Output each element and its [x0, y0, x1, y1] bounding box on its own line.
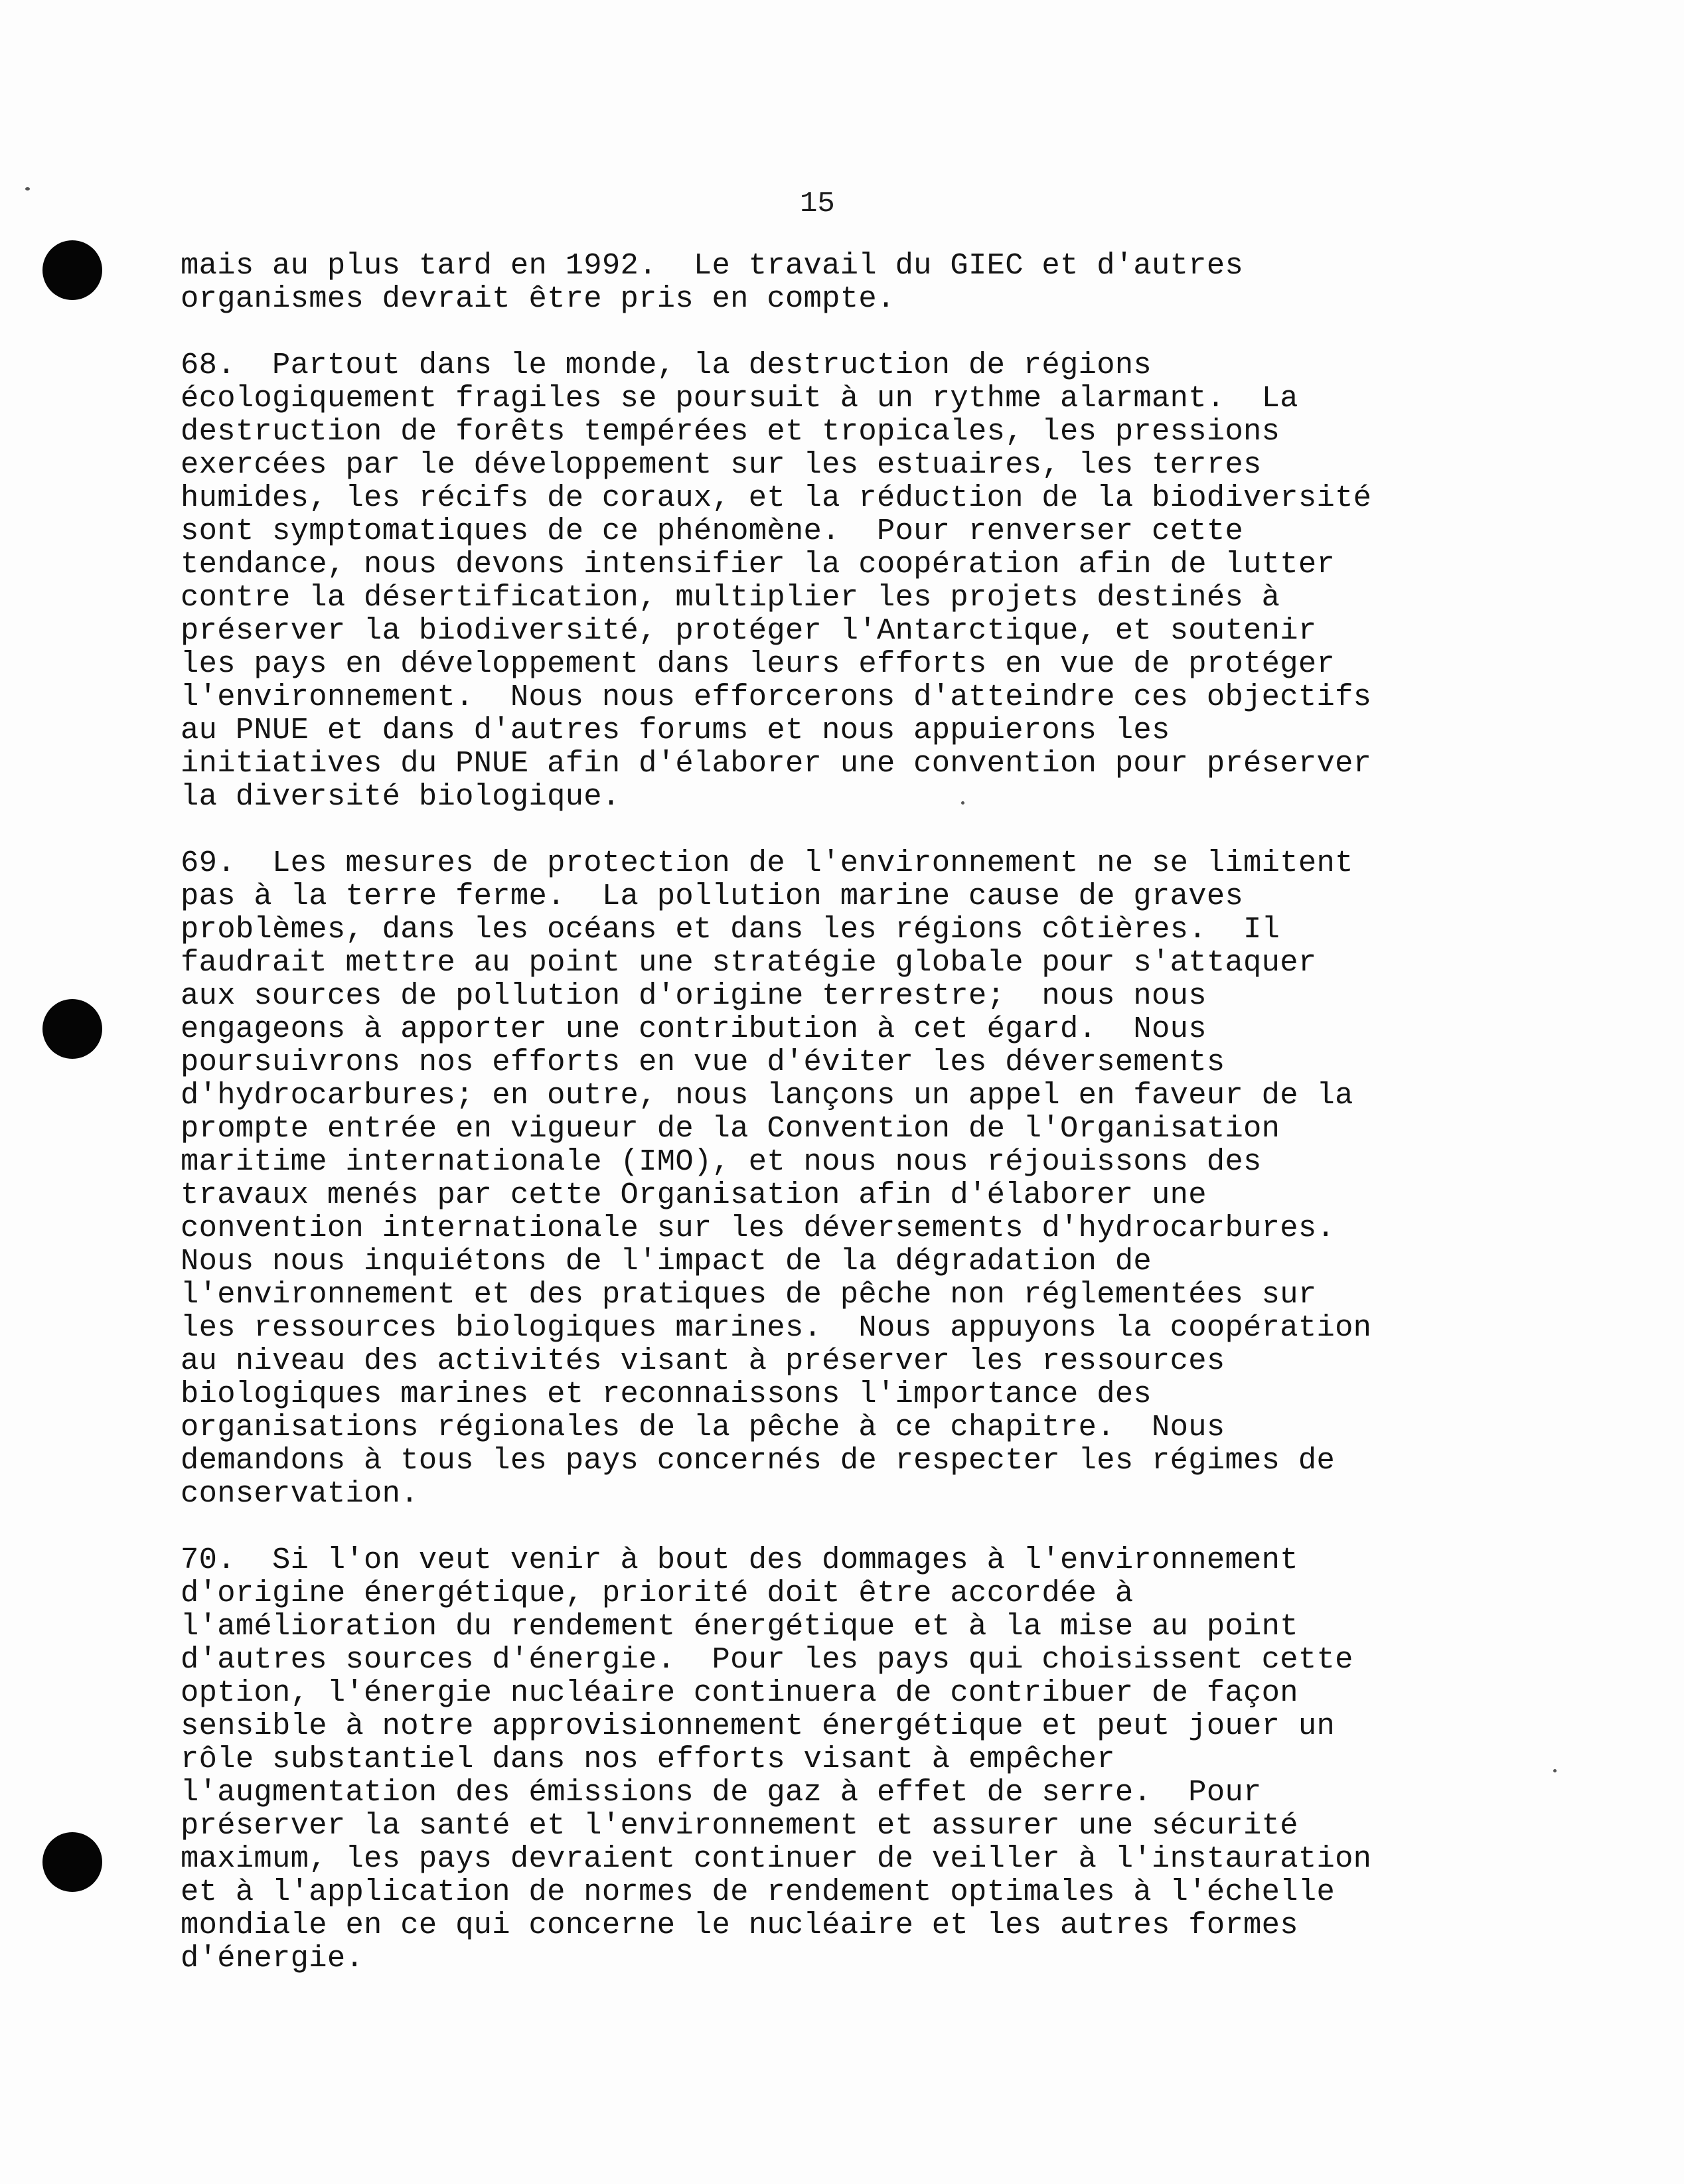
- paragraph-continuation: [181, 249, 1661, 315]
- text-line: engageons à apporter une contribution à cet égard. Nous: [181, 1012, 1207, 1046]
- punch-hole-middle: [42, 999, 102, 1059]
- text-line: prompte entrée en vigueur de la Convention de l'Organisation: [181, 1111, 1280, 1146]
- text-line: sensible à notre approvisionnement énergétique et peut jouer un: [181, 1709, 1336, 1743]
- text-line: convention internationale sur les déversements d'hydrocarbures.: [181, 1211, 1336, 1245]
- text-line: faudrait mettre au point une stratégie globale pour s'attaquer: [181, 945, 1317, 980]
- text-line: et à l'application de normes de rendement optimales à l'échelle: [181, 1875, 1336, 1909]
- text-line: mais au plus tard en 1992. Le travail du GIEC et d'autres: [181, 248, 1244, 283]
- text-line: préserver la santé et l'environnement et assurer une sécurité: [181, 1808, 1298, 1843]
- text-line: pas à la terre ferme. La pollution marine cause de graves: [181, 879, 1244, 913]
- text-line: d'hydrocarbures; en outre, nous lançons un appel en faveur de la: [181, 1078, 1353, 1113]
- text-line: poursuivrons nos efforts en vue d'éviter les déversements: [181, 1045, 1225, 1079]
- text-line: sont symptomatiques de ce phénomène. Pour renverser cette: [181, 514, 1244, 548]
- text-line: d'autres sources d'énergie. Pour les pays qui choisissent cette: [181, 1642, 1353, 1677]
- text-line: la diversité biologique.: [181, 779, 621, 814]
- text-line: Nous nous inquiétons de l'impact de la dégradation de: [181, 1244, 1152, 1279]
- text-line: biologiques marines et reconnaissons l'importance des: [181, 1377, 1152, 1411]
- text-line: rôle substantiel dans nos efforts visant à empêcher: [181, 1742, 1115, 1776]
- text-line: tendance, nous devons intensifier la coopération afin de lutter: [181, 547, 1336, 582]
- text-line: l'augmentation des émissions de gaz à effet de serre. Pour: [181, 1775, 1262, 1810]
- text-line: contre la désertification, multiplier les projets destinés à: [181, 580, 1280, 615]
- text-line: organismes devrait être pris en compte.: [181, 281, 895, 316]
- text-line: conservation.: [181, 1476, 419, 1511]
- text-line: l'environnement et des pratiques de pêche non réglementées sur: [181, 1277, 1317, 1312]
- text-line: au PNUE et dans d'autres forums et nous appuierons les: [181, 713, 1170, 747]
- text-line: exercées par le développement sur les estuaires, les terres: [181, 447, 1262, 482]
- text-line: problèmes, dans les océans et dans les régions côtières. Il: [181, 912, 1280, 947]
- paragraph-69: [181, 846, 1661, 1510]
- text-line: d'origine énergétique, priorité doit être accordée à: [181, 1576, 1134, 1610]
- text-line: maximum, les pays devraient continuer de veiller à l'instauration: [181, 1841, 1372, 1876]
- text-line: l'amélioration du rendement énergétique et à la mise au point: [181, 1609, 1298, 1644]
- text-line: option, l'énergie nucléaire continuera de contribuer de façon: [181, 1676, 1298, 1710]
- text-line: organisations régionales de la pêche à ce chapitre. Nous: [181, 1410, 1225, 1444]
- text-line: travaux menés par cette Organisation afin d'élaborer une: [181, 1178, 1207, 1212]
- punch-hole-bottom: [42, 1832, 102, 1892]
- text-line: 69. Les mesures de protection de l'environnement ne se limitent: [181, 846, 1353, 880]
- text-line: les pays en développement dans leurs efforts en vue de protéger: [181, 647, 1336, 681]
- text-line: maritime internationale (IMO), et nous nous réjouissons des: [181, 1144, 1262, 1179]
- punch-hole-top: [42, 240, 102, 300]
- paragraph-68: [181, 349, 1661, 813]
- text-line: humides, les récifs de coraux, et la réduction de la biodiversité: [181, 481, 1372, 515]
- text-line: au niveau des activités visant à préserver les ressources: [181, 1344, 1225, 1378]
- text-line: aux sources de pollution d'origine terrestre; nous nous: [181, 978, 1207, 1013]
- text-line: écologiquement fragiles se poursuit à un rythme alarmant. La: [181, 381, 1298, 416]
- text-line: 68. Partout dans le monde, la destruction de régions: [181, 348, 1152, 382]
- scan-speck: [25, 187, 30, 191]
- text-line: les ressources biologiques marines. Nous appuyons la coopération: [181, 1310, 1372, 1345]
- text-line: l'environnement. Nous nous efforcerons d'atteindre ces objectifs: [181, 680, 1372, 714]
- text-line: destruction de forêts tempérées et tropicales, les pressions: [181, 414, 1280, 449]
- page-number: 15: [800, 187, 835, 220]
- text-line: initiatives du PNUE afin d'élaborer une convention pour préserver: [181, 746, 1372, 781]
- paragraph-70: [181, 1543, 1661, 1975]
- text-line: demandons à tous les pays concernés de respecter les régimes de: [181, 1443, 1336, 1478]
- text-line: mondiale en ce qui concerne le nucléaire et les autres formes: [181, 1908, 1298, 1942]
- text-line: 70. Si l'on veut venir à bout des dommages à l'environnement: [181, 1543, 1298, 1577]
- text-line: d'énergie.: [181, 1941, 364, 1976]
- body-text: [181, 249, 1661, 1975]
- text-line: préserver la biodiversité, protéger l'Antarctique, et soutenir: [181, 613, 1317, 648]
